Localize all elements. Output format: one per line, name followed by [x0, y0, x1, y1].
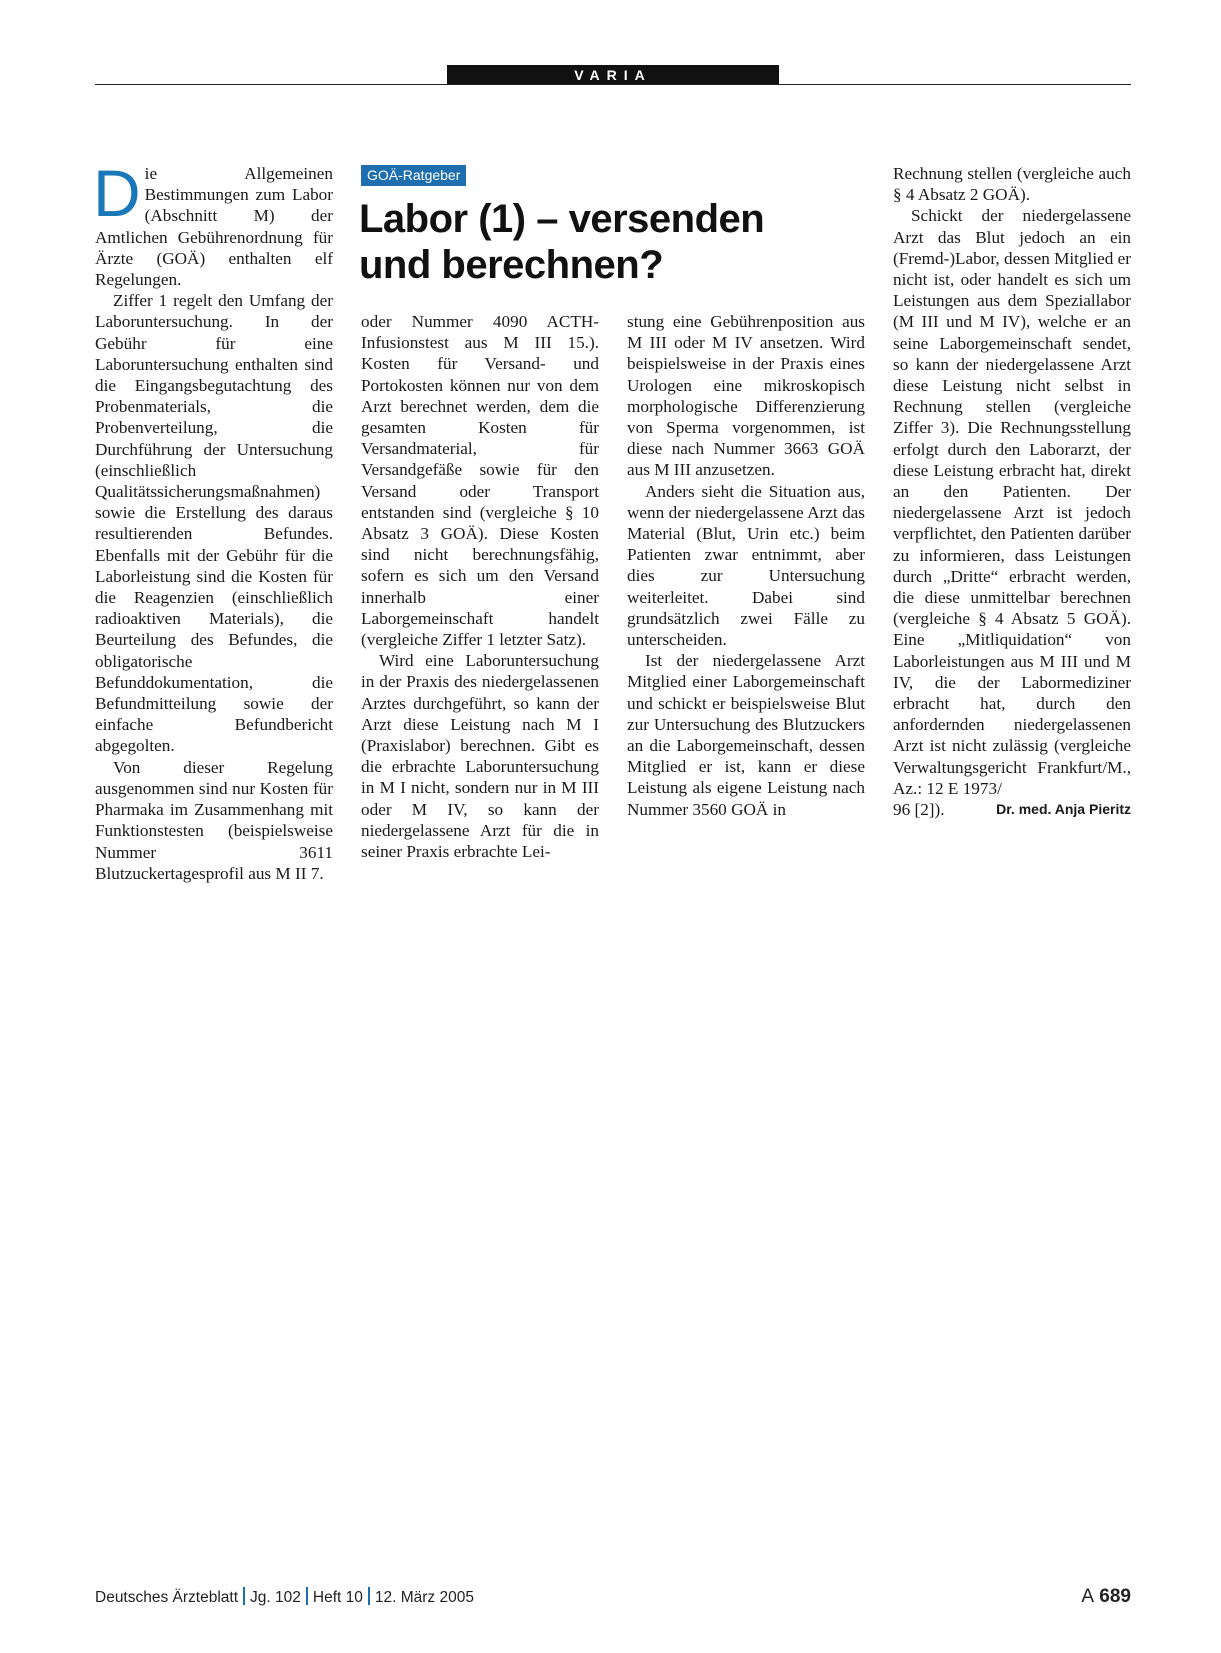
publication-info — [95, 1587, 474, 1607]
page-prefix: A — [1081, 1586, 1095, 1607]
article-title — [359, 196, 829, 288]
author-name: Dr. med. Anja Pieritz — [996, 801, 1131, 818]
journal-name: Deutsches Ärzteblatt — [95, 1589, 239, 1606]
paragraph: Von dieser Regelung ausgenommen sind nur Kosten für Pharmaka im Zusammenhang mit Funktionstesten (beispielsweise Nummer 3611 Blutzuckertagesprofil aus M II 7. — [95, 757, 333, 883]
paragraph-end: 96 [2]). — [893, 800, 945, 820]
issue-date: 12. März 2005 — [374, 1589, 474, 1606]
category-kicker: GOÄ-Ratgeber — [361, 165, 466, 186]
dropcap: D — [93, 156, 141, 230]
title-line-2: und berechnen? — [359, 243, 664, 287]
paragraph: Rechnung stellen (vergleiche auch § 4 Absatz 2 GOÄ). — [893, 164, 1131, 205]
article-column-2 — [361, 311, 599, 862]
header-divider — [95, 84, 1131, 85]
paragraph: Ist der niedergelassene Arzt Mitglied einer Laborgemeinschaft und schickt er beispielsweise Blut zur Untersuchung des Blutzuckers an die Laborgemeinschaft, dessen Mitglied er ist, kann er diese Leistung als eigene Leistung nach Nummer 3560 GOÄ in — [627, 651, 865, 819]
article-column-3 — [627, 311, 865, 820]
paragraph: Wird eine Laboruntersuchung in der Praxis des niedergelassenen Arztes durchgeführt, so kann der Arzt diese Leistung nach M I (Praxislabor) berechnen. Gibt es die erbrachte Laboruntersuchung in M I nicht, sondern nur in M III oder M IV, so kann der niedergelassene Arzt für die in seiner Praxis erbrachte Lei- — [361, 651, 599, 862]
footer-separator — [306, 1587, 308, 1605]
article-column-1 — [93, 156, 333, 884]
volume: Jg. 102 — [250, 1589, 301, 1606]
page-number — [1081, 1586, 1131, 1608]
paragraph-text: ie Allgemeinen Bestimmungen zum Labor (Abschnitt M) der Amtlichen Gebührenordnung für Ärzte (GOÄ) enthalten elf Regelungen. — [95, 164, 333, 290]
paragraph: Anders sieht die Situation aus, wenn der niedergelassene Arzt das Material (Blut, Urin etc.) beim Patienten zwar entnimmt, aber dies zur Untersuchung weiterleitet. Dabei sind grundsätzlich zwei Fälle zu unterscheiden. — [627, 481, 865, 650]
issue: Heft 10 — [312, 1589, 363, 1606]
page-footer — [95, 1586, 1131, 1608]
paragraph: Ziffer 1 regelt den Umfang der Laboruntersuchung. In der Gebühr für eine Laboruntersuchung enthalten sind die Eingangsbegutachtung des Probenmaterials, die Probenverteilung, die Durchführung der Untersuchung (einschließlich Qualitätssicherungsmaßnahmen) sowie die Erstellung des daraus resultierenden Befundes. Ebenfalls mit der Gebühr für die Laborleistung sind die Kosten für die Reagenzien (einschließlich radioaktiven Materials), die Beurteilung des Befundes, die obligatorische Befunddokumentation, die Befundmitteilung sowie der einfache Befundbericht abgegolten. — [95, 291, 333, 756]
paragraph: Schickt der niedergelassene Arzt das Blut jedoch an ein (Fremd-)Labor, dessen Mitglied er nicht ist, oder handelt es sich um Leistungen aus dem Speziallabor (M III und M IV), welche er an seine Laborgemeinschaft sendet, so kann der niedergelassene Arzt diese Leistung nicht selbst in Rechnung stellen (vergleiche Ziffer 3). Die Rechnungsstellung erfolgt durch den Laborarzt, der diese Leistung erbracht hat, direkt an den Patienten. Der niedergelassene Arzt ist jedoch verpflichtet, den Patienten darüber zu informieren, dass Leistungen durch „Dritte“ erbracht werden, die diese unmittelbar berechnen (vergleiche § 4 Absatz 5 GOÄ). Eine „Mitliquidation“ von Laborleistungen aus M III und M IV, die der Labormediziner erbracht hat, durch den anfordernden niedergelassenen Arzt ist nicht zulässig (vergleiche Verwaltungsgericht Frankfurt/M., Az.: 12 E 1973/ — [893, 206, 1131, 798]
closing-line — [893, 799, 1131, 820]
page-number-value: 689 — [1099, 1586, 1131, 1607]
footer-separator — [243, 1587, 245, 1605]
paragraph: oder Nummer 4090 ACTH-Infusionstest aus M III 15.). Kosten für Versand- und Portokosten können nur von dem Arzt berechnet werden, dem die gesamten Kosten für Versandmaterial, für Versandgefäße sowie für den Versand oder Transport entstanden sind (vergleiche § 10 Absatz 3 GOÄ). Diese Kosten sind nicht berechnungsfähig, sofern es sich um den Versand innerhalb einer Laborgemeinschaft handelt (vergleiche Ziffer 1 letzter Satz). — [361, 312, 599, 650]
article-column-4 — [893, 163, 1131, 820]
section-label: VARIA — [447, 65, 779, 85]
paragraph: stung eine Gebührenposition aus M III oder M IV ansetzen. Wird beispielsweise in der Praxis eines Urologen eine mikroskopisch morphologische Differenzierung von Sperma vorgenommen, ist diese nach Nummer 3663 GOÄ aus M III anzusetzen. — [627, 312, 865, 480]
footer-separator — [368, 1587, 370, 1605]
title-line-1: Labor (1) – versenden — [359, 197, 765, 241]
paragraph — [93, 156, 333, 290]
